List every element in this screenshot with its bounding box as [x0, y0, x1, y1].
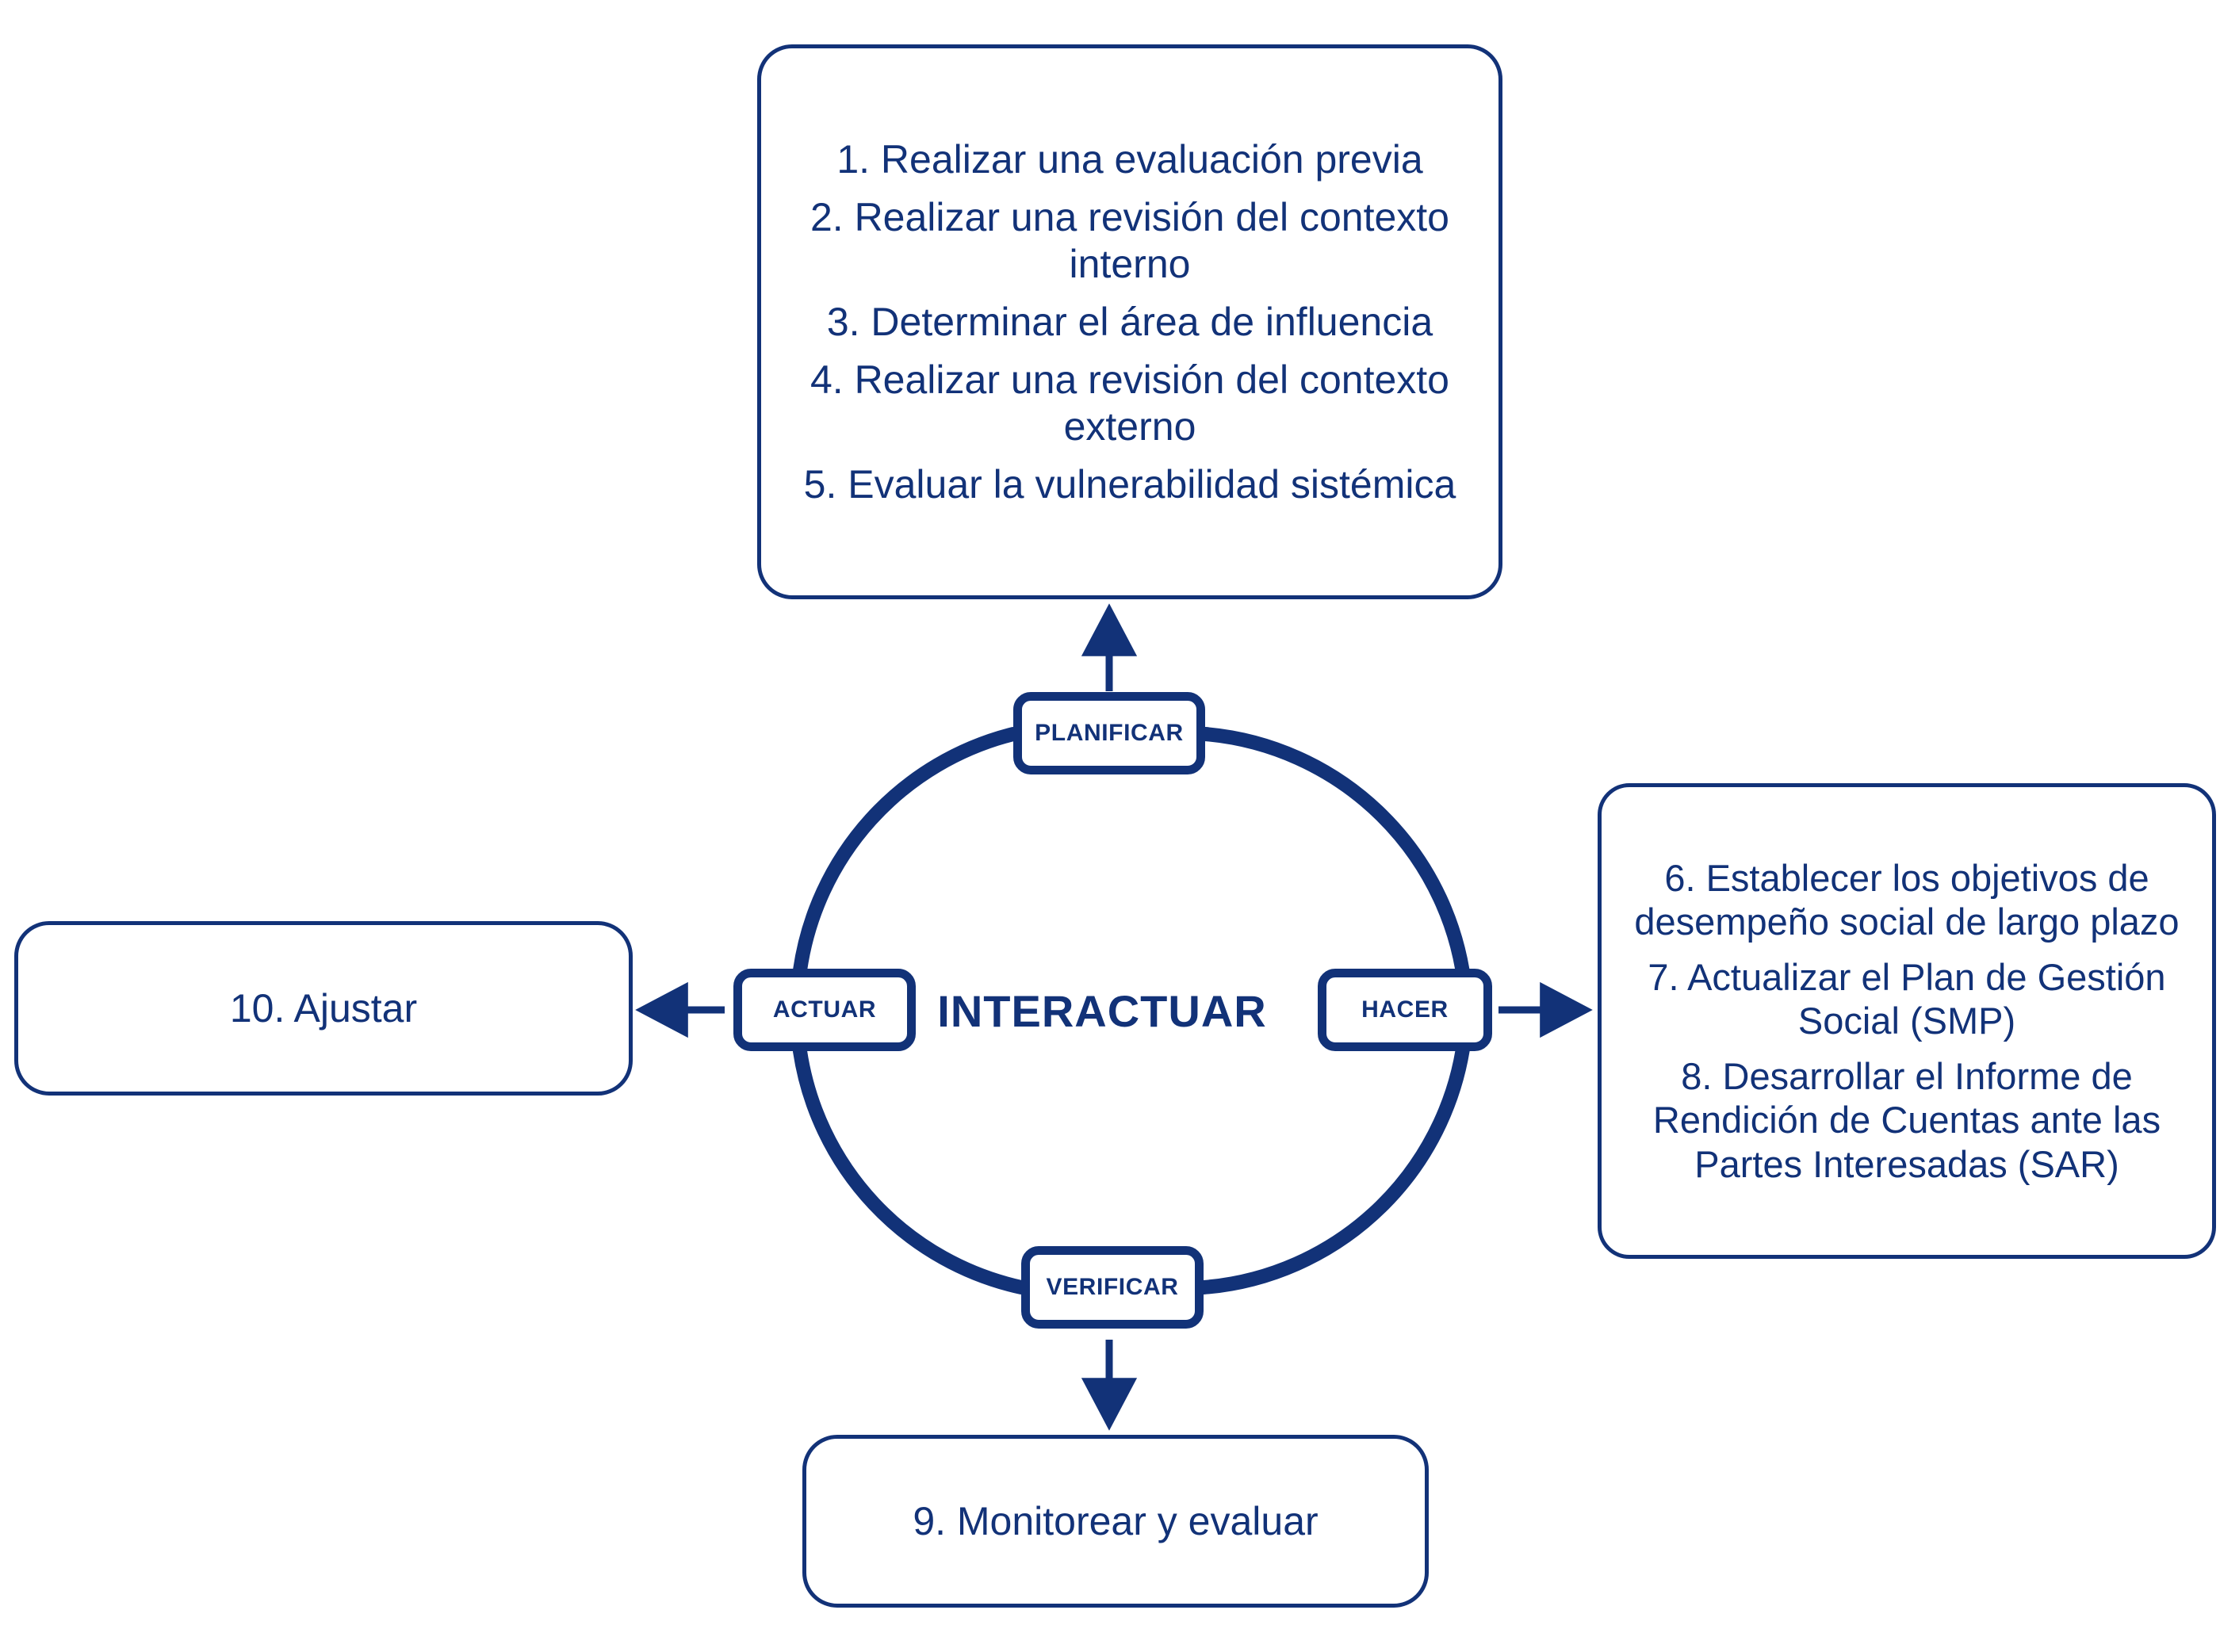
hacer-step-6: 6. Establecer los objetivos de desempeño social de largo plazo — [1634, 856, 2180, 943]
actuar-steps-box — [14, 921, 633, 1096]
phase-chip-actuar-label: ACTUAR — [772, 996, 877, 1023]
phase-chip-verificar-label: VERIFICAR — [1046, 1274, 1179, 1300]
planificar-step-2: 2. Realizar una revisión del contexto interno — [810, 194, 1449, 286]
hacer-step-7: 7. Actualizar el Plan de Gestión Social (SMP) — [1648, 955, 2166, 1042]
hacer-step-8: 8. Desarrollar el Informe de Rendición de Cuentas ante las Partes Interesadas (SAR) — [1652, 1054, 2161, 1185]
phase-chip-planificar-label: PLANIFICAR — [1035, 720, 1184, 746]
planificar-steps-box — [757, 44, 1502, 599]
verificar-step-9: 9. Monitorear y evaluar — [913, 1498, 1319, 1543]
planificar-step-4: 4. Realizar una revisión del contexto externo — [810, 357, 1449, 449]
verificar-steps-box — [802, 1435, 1429, 1608]
cycle-center-label: INTERACTUAR — [937, 985, 1267, 1036]
phase-chip-actuar[interactable] — [733, 969, 916, 1051]
planificar-step-3: 3. Determinar el área de influencia — [826, 299, 1433, 344]
phase-chip-hacer-label: HACER — [1361, 996, 1449, 1023]
phase-chip-planificar[interactable] — [1013, 692, 1205, 774]
planificar-step-1: 1. Realizar una evaluación previa — [836, 136, 1423, 182]
phase-chip-verificar[interactable] — [1021, 1246, 1204, 1329]
planificar-step-5: 5. Evaluar la vulnerabilidad sistémica — [803, 461, 1456, 507]
phase-chip-hacer[interactable] — [1318, 969, 1492, 1051]
hacer-steps-box — [1598, 783, 2216, 1259]
actuar-step-10: 10. Ajustar — [229, 985, 418, 1031]
